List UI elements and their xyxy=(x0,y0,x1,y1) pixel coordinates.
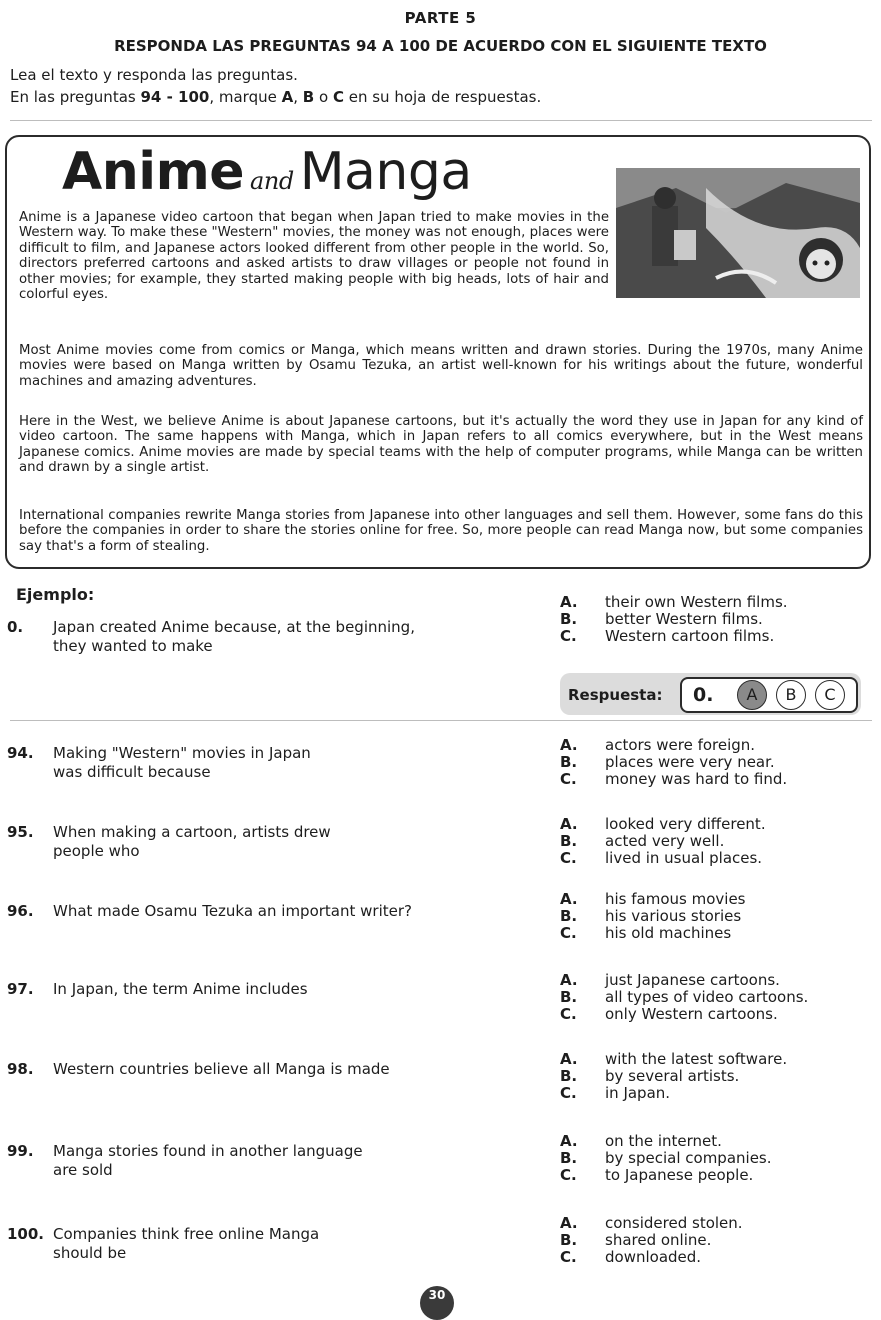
option-b: B. shared online. xyxy=(560,1231,712,1249)
question-95: 95. When making a cartoon, artists drew people who xyxy=(7,823,331,860)
option-a: A. actors were foreign. xyxy=(560,736,756,754)
option-a: A. looked very different. xyxy=(560,815,766,833)
question-97: 97. In Japan, the term Anime includes xyxy=(7,980,308,998)
instruction-line-2: En las preguntas 94 - 100, marque A, B o C en su hoja de respuestas. xyxy=(10,88,542,106)
option-a: A. on the internet. xyxy=(560,1132,722,1150)
option-c: C. his old machines xyxy=(560,924,732,942)
anime-illustration xyxy=(616,168,860,298)
article-paragraph-3: Here in the West, we believe Anime is about Japanese cartoons, but it's actually the word they use in Japan for any kind of video cartoon. The same happens with Manga, which in Japan refers to all comics everywhere, but in the West means Japanese comics. Anime movies are made by special teams with the help of computer programs, while Manga can be written and drawn by a single artist. xyxy=(19,414,863,476)
question-94-options xyxy=(560,737,787,788)
example-options xyxy=(560,594,788,645)
option-a: A. considered stolen. xyxy=(560,1214,743,1232)
article-title: Anime and Manga xyxy=(62,142,472,202)
option-b: B. by several artists. xyxy=(560,1067,740,1085)
question-100: 100. Companies think free online Manga should be xyxy=(7,1225,320,1262)
question-100-options xyxy=(560,1215,743,1266)
example-question: 0. Japan created Anime because, at the beginning, they wanted to make xyxy=(7,618,415,655)
answer-label: Respuesta: xyxy=(568,686,663,704)
option-c: C. lived in usual places. xyxy=(560,849,763,867)
question-95-options xyxy=(560,816,766,867)
article-paragraph-4: International companies rewrite Manga stories from Japanese into other languages and sell them. However, some fans do this before the companies in order to share the stories online for free. So, more people can read Manga now, but some companies say that's a form of stealing. xyxy=(19,508,863,554)
instruction-title: RESPONDA LAS PREGUNTAS 94 A 100 DE ACUERDO CON EL SIGUIENTE TEXTO xyxy=(114,37,767,55)
option-b: B. places were very near. xyxy=(560,753,775,771)
answer-number: 0. xyxy=(693,684,714,706)
question-96-options xyxy=(560,891,746,942)
question-99-options xyxy=(560,1133,772,1184)
divider xyxy=(10,720,872,721)
example-label: Ejemplo: xyxy=(16,585,95,604)
question-98-options xyxy=(560,1051,787,1102)
answer-bubble-b[interactable]: B xyxy=(776,680,806,710)
example-option-a: A. their own Western films. xyxy=(560,593,788,611)
question-97-options xyxy=(560,972,808,1023)
example-option-b: B. better Western films. xyxy=(560,610,763,628)
question-98: 98. Western countries believe all Manga is made xyxy=(7,1060,390,1078)
answer-bubble-a[interactable]: A xyxy=(737,680,767,710)
option-a: A. just Japanese cartoons. xyxy=(560,971,780,989)
option-c: C. money was hard to find. xyxy=(560,770,788,788)
example-option-c: C. Western cartoon films. xyxy=(560,627,775,645)
option-a: A. with the latest software. xyxy=(560,1050,788,1068)
option-c: C. to Japanese people. xyxy=(560,1166,754,1184)
question-99: 99. Manga stories found in another language are sold xyxy=(7,1142,363,1179)
option-b: B. his various stories xyxy=(560,907,742,925)
question-96: 96. What made Osamu Tezuka an important writer? xyxy=(7,902,412,920)
question-94: 94. Making "Western" movies in Japan was difficult because xyxy=(7,744,311,781)
option-c: C. in Japan. xyxy=(560,1084,671,1102)
anime-illustration-art xyxy=(616,168,860,298)
option-c: C. downloaded. xyxy=(560,1248,702,1266)
option-b: B. acted very well. xyxy=(560,832,725,850)
article-paragraph-2: Most Anime movies come from comics or Manga, which means written and drawn stories. During the 1970s, many Anime movies were based on Manga written by Osamu Tezuka, an artist well-known for his writings about the future, wonderful machines and amazing adventures. xyxy=(19,343,863,389)
option-c: C. only Western cartoons. xyxy=(560,1005,778,1023)
option-b: B. all types of video cartoons. xyxy=(560,988,809,1006)
divider xyxy=(10,120,872,121)
page-number: 30 xyxy=(420,1286,454,1320)
option-a: A. his famous movies xyxy=(560,890,746,908)
option-b: B. by special companies. xyxy=(560,1149,772,1167)
instruction-line-1: Lea el texto y responda las preguntas. xyxy=(10,66,298,84)
article-paragraph-1: Anime is a Japanese video cartoon that began when Japan tried to make movies in the Western way. To make these "Western" movies, the money was not enough, places were difficult to film, and Japanese actors looked different from other people in the world. So, directors preferred cartoons and asked artists to draw villages or people not found in other movies; for example, they started making people with big heads, lots of hair and colorful eyes. xyxy=(19,210,609,303)
part-heading: PARTE 5 xyxy=(404,9,477,27)
answer-bubble-c[interactable]: C xyxy=(815,680,845,710)
